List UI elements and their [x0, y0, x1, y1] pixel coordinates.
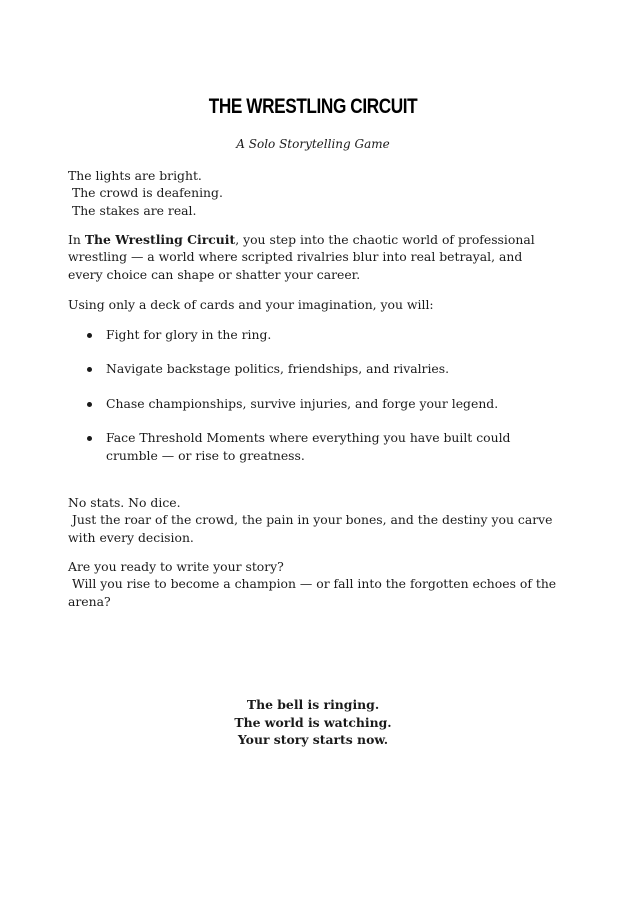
bullet-icon	[87, 333, 92, 338]
list-item	[68, 360, 558, 377]
bullet-icon	[87, 436, 92, 441]
document-subtitle: A Solo Storytelling Game	[236, 137, 390, 151]
description-paragraph	[68, 231, 558, 283]
intro-line: The stakes are real.	[68, 202, 197, 218]
list-item	[68, 429, 558, 464]
closing-block	[68, 696, 558, 749]
intro-line: The crowd is deafening.	[68, 185, 223, 201]
list-intro: Using only a deck of cards and your imagination, you will:	[68, 297, 434, 312]
description-prefix: In	[68, 232, 85, 247]
no-stats-line: Just the roar of the crowd, the pain in your bones, and the destiny you carve with every decision.	[68, 512, 557, 545]
list-item-text: Face Threshold Moments where everything you have built could crumble — or rise to greatness.	[106, 430, 511, 463]
closing-line: Your story starts now.	[237, 732, 389, 747]
list-item	[68, 326, 558, 343]
game-name-bold: The Wrestling Circuit	[84, 232, 236, 247]
intro-block	[68, 167, 558, 219]
question-line: Are you ready to write your story?	[68, 559, 284, 574]
list-item-text: Chase championships, survive injuries, and forge your legend.	[106, 395, 499, 411]
bullet-icon	[87, 367, 92, 372]
list-item-text: Fight for glory in the ring.	[106, 327, 272, 342]
no-stats-line: No stats. No dice.	[68, 495, 181, 510]
no-stats-block	[68, 494, 558, 546]
closing-line: The bell is ringing.	[246, 697, 380, 712]
closing-line: The world is watching.	[234, 714, 392, 730]
list-item-text: Navigate backstage politics, friendships, and rivalries.	[106, 361, 450, 377]
question-line: Will you rise to become a champion — or fall into the forgotten echoes of the arena?	[68, 576, 561, 609]
intro-line: The lights are bright.	[68, 168, 202, 183]
feature-list	[68, 326, 558, 481]
question-block	[68, 558, 561, 610]
bullet-icon	[87, 402, 92, 407]
document-title: THE WRESTLING CIRCUIT	[208, 95, 418, 118]
list-item	[68, 395, 558, 412]
description-rest: , you step into the chaotic world of professional wrestling — a world where scripted rivalries blur into real betrayal, and every choice can shape or shatter your career.	[68, 232, 535, 282]
